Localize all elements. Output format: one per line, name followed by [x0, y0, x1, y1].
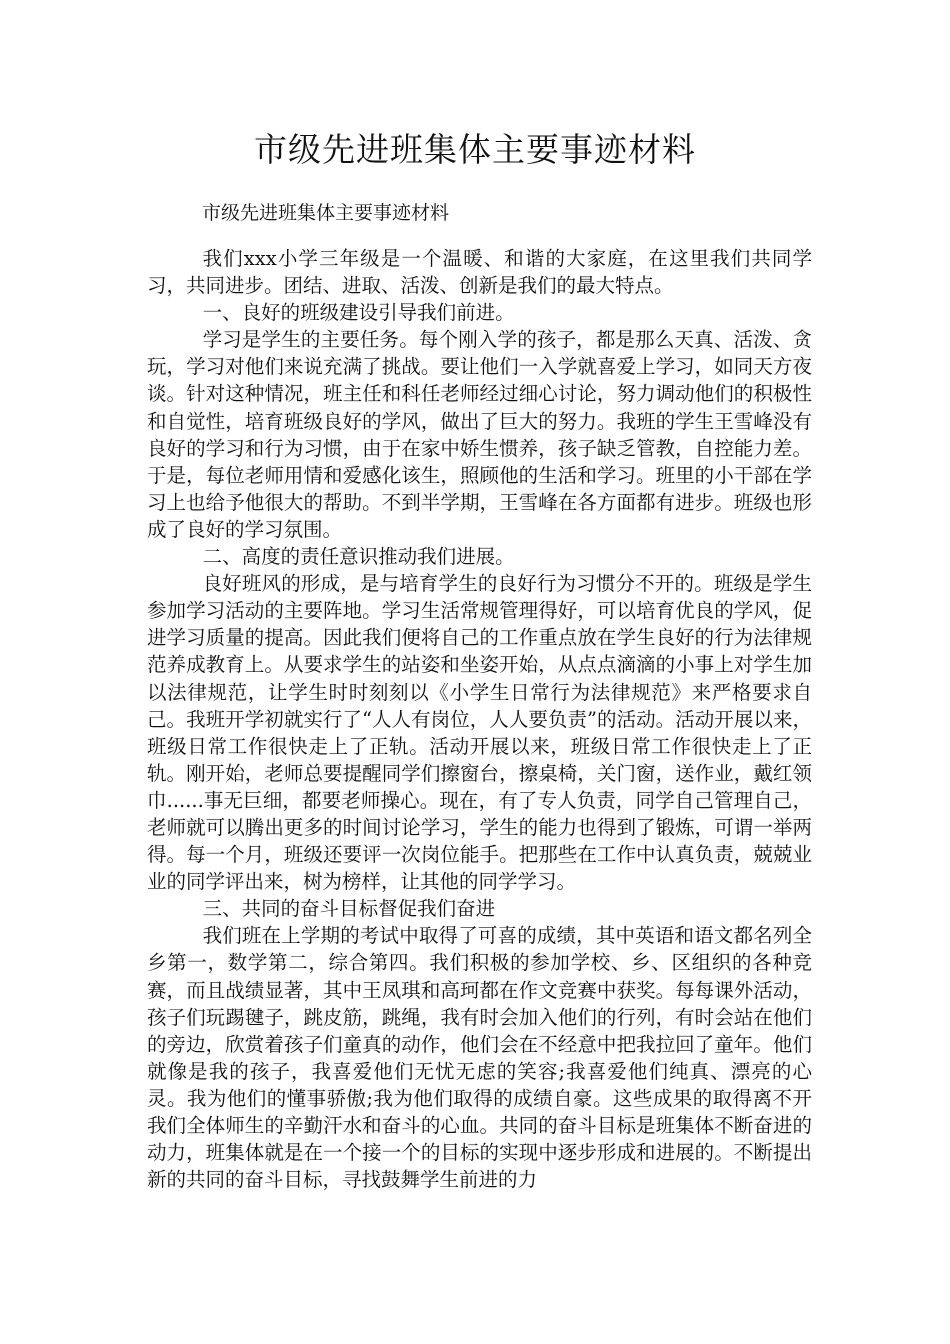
paragraph-section-1: 学习是学生的主要任务。每个刚入学的孩子，都是那么天真、活泼、贪玩，学习对他们来说充满了挑战。要让他们一入学就喜爱上学习，如同天方夜谈。针对这种情况，班主任和科任老师经过细心讨论，努力调动他们的积极性和自觉性，培育班级良好的学风，做出了巨大的努力。我班的学生王雪峰没有良好的学习和行为习惯，由于在家中娇生惯养，孩子缺乏管教，自控能力差。于是，每位老师用情和爱感化该生，照顾他的生活和学习。班里的小干部在学习上也给予他很大的帮助。不到半学期，王雪峰在各方面都有进步。班级也形成了良好的学习氛围。: [147, 328, 812, 541]
document-body: [147, 245, 812, 1193]
paragraph-intro: 我们xxx小学三年级是一个温暖、和谐的大家庭，在这里我们共同学习，共同进步。团结、进取、活泼、创新是我们的最大特点。: [147, 247, 812, 298]
paragraph-section-3: 我们班在上学期的考试中取得了可喜的成绩，其中英语和语文都名列全乡第一，数学第二，综合第四。我们积极的参加学校、乡、区组织的各种竞赛，而且战绩显著，其中王凤琪和高珂都在作文竞赛中获奖。每每课外活动，孩子们玩踢毽子，跳皮筋，跳绳，我有时会加入他们的行列，有时会站在他们的旁边，欣赏着孩子们童真的动作，他们会在不经意中把我拉回了童年。他们就像是我的孩子，我喜爱他们无忧无虑的笑容;我喜爱他们纯真、漂亮的心灵。我为他们的懂事骄傲;我为他们取得的成绩自豪。这些成果的取得离不开我们全体师生的辛勤汗水和奋斗的心血。共同的奋斗目标是班集体不断奋进的动力，班集体就是在一个接一个的目标的实现中逐步形成和进展的。不断提出新的共同的奋斗目标，寻找鼓舞学生前进的力: [147, 924, 812, 1192]
document-title: 市级先进班集体主要事迹材料: [254, 130, 696, 169]
section-heading-2: 二、高度的责任意识推动我们进展。: [202, 545, 515, 569]
document-subtitle: 市级先进班集体主要事迹材料: [202, 202, 450, 224]
paragraph-section-2: 良好班风的形成，是与培育学生的良好行为习惯分不开的。班级是学生参加学习活动的主要阵地。学习生活常规管理得好，可以培育优良的学风，促进学习质量的提高。因此我们便将自己的工作重点放在学生良好的行为法律规范养成教育上。从要求学生的站姿和坐姿开始，从点点滴滴的小事上对学生加以法律规范，让学生时时刻刻以《小学生日常行为法律规范》来严格要求自己。我班开学初就实行了“人人有岗位，人人要负责”的活动。活动开展以来，班级日常工作很快走上了正轨。活动开展以来，班级日常工作很快走上了正轨。刚开始，老师总要提醒同学们擦窗台，擦桌椅，关门窗，送作业，戴红领巾......事无巨细，都要老师操心。现在，有了专人负责，同学自己管理自己，老师就可以腾出更多的时间讨论学习，学生的能力也得到了锻炼，可谓一举两得。每一个月，班级还要评一次岗位能手。把那些在工作中认真负责，兢兢业业的同学评出来，树为榜样，让其他的同学学习。: [147, 572, 812, 894]
section-heading-3: 三、共同的奋斗目标督促我们奋进: [202, 897, 496, 921]
section-heading-1: 一、良好的班级建设引导我们前进。: [202, 301, 515, 325]
